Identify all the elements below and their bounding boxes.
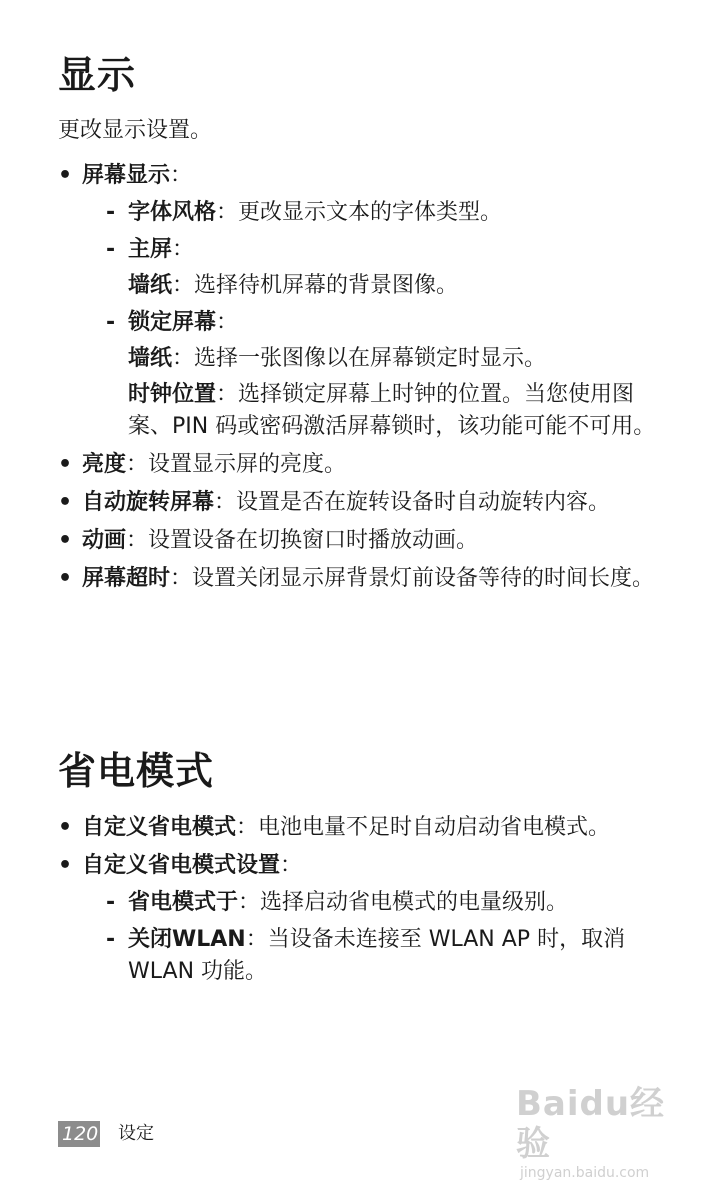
item-label: 亮度 [82,452,127,477]
bullet-icon: • [58,163,73,188]
item-separator: ： [280,853,303,878]
bullet-icon: • [58,490,73,515]
item-separator: ： [170,566,193,591]
item-separator: ： [172,346,195,371]
item-separator: ： [126,528,149,553]
item-separator: ： [216,200,239,225]
item-text: 设置是否在旋转设备时自动旋转内容。 [236,490,611,515]
bullet-icon: • [58,452,73,477]
list-item-custom-power-saving [58,812,678,844]
item-text: 设置关闭显示屏背景灯前设备等待的时间长度。 [192,566,655,591]
page-number: 120 [58,1121,100,1147]
item-label: 动画 [82,528,127,553]
bullet-icon: • [58,815,73,840]
watermark-logo: Baidu经验 [516,1084,666,1164]
section-title-display: 显示 [58,53,137,97]
dash-icon: - [106,310,116,335]
sub-item-text: 更改显示文本的字体类型。 [238,200,503,225]
list-item-screen-timeout [58,563,678,595]
sub-item-text: 选择启动省电模式的电量级别。 [260,890,569,915]
item-text: 电池电量不足时自动启动省电模式。 [258,815,611,840]
sub-item-label: 主屏 [128,237,173,262]
sub-item-label: 锁定屏幕 [128,310,217,335]
sub-item-label: 省电模式于 [128,890,239,915]
sub-item-power-saving-at [82,887,678,919]
item-separator: ： [172,237,195,262]
para-text: 选择一张图像以在屏幕锁定时显示。 [194,346,547,371]
bullet-icon: • [58,566,73,591]
item-label: 自定义省电模式 [82,815,237,840]
para-text: 选择待机屏幕的背景图像。 [194,273,459,298]
item-separator: ： [236,815,259,840]
item-separator: ： [172,273,195,298]
sub-item-text: 当设备未连接至 WLAN AP 时，取消 WLAN 功能。 [128,927,626,984]
item-text: 设置显示屏的亮度。 [148,452,347,477]
sub-item-home-screen [82,234,678,266]
para-label: 时钟位置 [128,382,217,407]
para-label: 墙纸 [128,273,173,298]
lock-wallpaper-desc [82,343,678,375]
home-wallpaper-desc [82,270,678,302]
list-item-screen-display [58,160,678,443]
list-item-animation [58,525,678,557]
section-title-power-saving: 省电模式 [58,749,215,793]
item-separator: ： [214,490,237,515]
display-settings-list [58,160,678,601]
item-separator: ： [216,382,239,407]
dash-icon: - [106,200,116,225]
sub-item-lock-screen [82,307,678,339]
dash-icon: - [106,927,116,952]
page-footer [58,1121,154,1147]
sub-item-turn-off-wlan [82,924,678,988]
section-intro: 更改显示设置。 [58,118,213,143]
para-text: 选择锁定屏幕上时钟的位置。当您使用图案、PIN 码或密码激活屏幕锁时，该功能可能不可用。 [128,382,656,439]
list-item-power-saving-settings [58,850,678,988]
item-label: 屏幕超时 [82,566,171,591]
baidu-watermark [516,1084,686,1181]
dash-icon: - [106,890,116,915]
list-item-brightness [58,449,678,481]
item-separator: ： [170,163,193,188]
item-text: 设置设备在切换窗口时播放动画。 [148,528,479,553]
watermark-url: jingyan.baidu.com [520,1165,650,1181]
para-label: 墙纸 [128,346,173,371]
footer-section-label: 设定 [118,1123,154,1144]
power-saving-list [58,812,678,994]
item-separator: ： [216,310,239,335]
item-separator: ： [245,927,268,952]
dash-icon: - [106,237,116,262]
bullet-icon: • [58,853,73,878]
sub-item-label: 字体风格 [128,200,217,225]
clock-position-desc [82,379,678,443]
list-item-auto-rotate [58,487,678,519]
sub-item-label: 关闭WLAN [128,927,246,952]
item-separator: ： [126,452,149,477]
item-label: 自动旋转屏幕 [82,490,215,515]
item-separator: ： [238,890,261,915]
bullet-icon: • [58,528,73,553]
sub-item-font-style [82,197,678,229]
item-label: 屏幕显示 [82,163,171,188]
item-label: 自定义省电模式设置 [82,853,281,878]
